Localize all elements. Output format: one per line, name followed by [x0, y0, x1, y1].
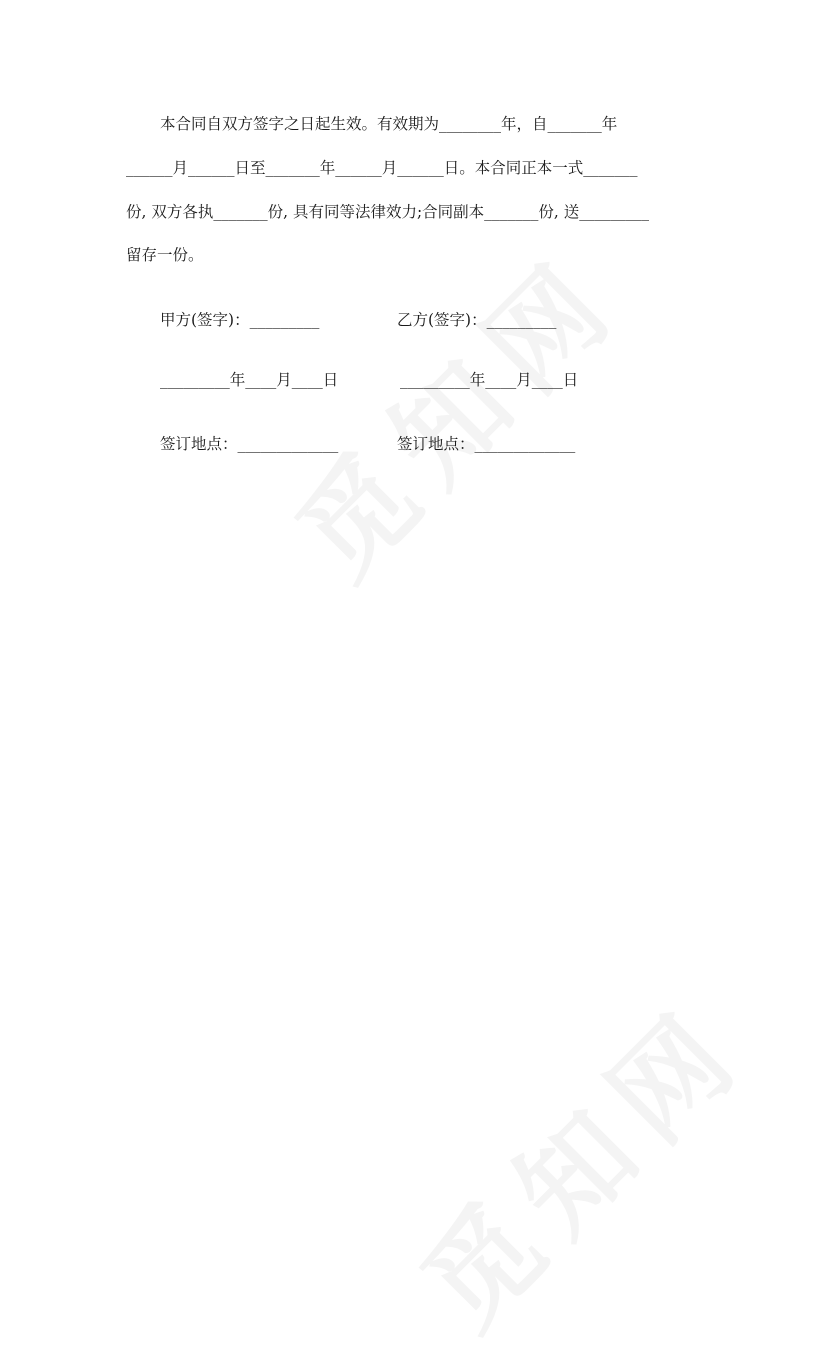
party-a-place: 签订地点：_____________ [160, 435, 339, 453]
paragraph-line: 份, 双方各执_______份, 具有同等法律效力;合同副本_______份, 送_________ [126, 203, 650, 221]
party-b-place: 签订地点：_____________ [397, 435, 576, 453]
paragraph-line: 留存一份。 [126, 246, 204, 264]
paragraph-line: 本合同自双方签字之日起生效。有效期为________年，自_______年 [160, 115, 618, 133]
party-b-signature: 乙方(签字)：_________ [397, 311, 557, 329]
party-a-date: _________年____月____日 [160, 371, 339, 389]
paragraph-line: ______月______日至_______年______月______日。本合同正本一式_______ [126, 159, 638, 177]
watermark [256, 214, 650, 608]
watermark [381, 964, 775, 1357]
party-b-date: _________年____月____日 [400, 371, 579, 389]
party-a-signature: 甲方(签字)：_________ [160, 311, 320, 329]
